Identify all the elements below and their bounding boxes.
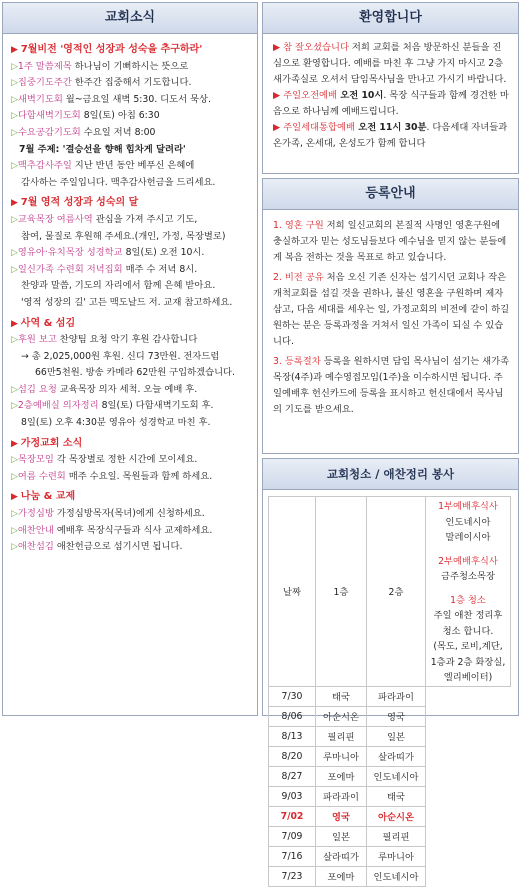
news-item bbox=[11, 245, 251, 262]
news-item-text: 애찬헌금으로 섬기시면 됩니다. bbox=[53, 541, 183, 553]
note-1-line: 말레이시아 bbox=[445, 532, 491, 543]
news-item-text: 각 목장별로 정한 시간에 모이세요. bbox=[53, 454, 198, 466]
triangle-icon: ▶ bbox=[11, 438, 21, 449]
note-3-line: (목도, 로비,계단, bbox=[433, 641, 503, 652]
news-item-text: 교육목장 의자 세척. 오늘 예배 후. bbox=[56, 383, 198, 395]
news-item-text: → 총 2,025,000원 후원. 신디 73만원. 전자드럼 bbox=[21, 350, 220, 362]
floor-2-cell: 필리핀 bbox=[367, 826, 426, 846]
welcome-paragraph-1 bbox=[273, 40, 510, 88]
section-heading-text: 나눔 & 교제 bbox=[20, 491, 76, 503]
church-news-title: 교회소식 bbox=[3, 3, 257, 34]
section-heading bbox=[11, 316, 251, 333]
registration-paragraph-2 bbox=[273, 270, 510, 350]
news-item bbox=[11, 125, 251, 142]
note-3-line: 주일 애찬 정리후 bbox=[433, 610, 503, 621]
date-cell: 7/16 bbox=[269, 846, 316, 866]
registration-lead-1: 1. 영혼 구원 bbox=[273, 220, 324, 231]
news-item-text: 8일(토) 다함새벽기도회 후. bbox=[98, 400, 214, 412]
section-heading-text: 사역 & 섬김 bbox=[20, 317, 76, 329]
triangle-icon: ▶ bbox=[11, 318, 21, 329]
welcome-text-1: 저희 교회를 처음 방문하신 분들을 진심으로 환영합니다. 예배를 마친 후 그냥 가지 마시고 2층 새가족실로 오셔서 담임목사님을 만나고 가시기 바랍니다. bbox=[273, 42, 507, 85]
date-cell: 8/06 bbox=[269, 706, 316, 726]
welcome-time-3: 오전 11시 30분 bbox=[354, 122, 427, 133]
date-cell: 7/30 bbox=[269, 686, 316, 706]
floor-1-cell: 파라과이 bbox=[316, 786, 367, 806]
theme-line bbox=[11, 142, 251, 159]
section-heading bbox=[11, 489, 251, 506]
table-row bbox=[269, 726, 511, 746]
welcome-text-2: . 목장 식구들과 함께 경건한 마음으로 하나님께 예배드립니다. bbox=[273, 90, 509, 117]
table-row bbox=[269, 826, 511, 846]
registration-paragraph-3 bbox=[273, 354, 510, 418]
news-item-text: 월~금요일 새벽 5:30. 디도서 묵상. bbox=[62, 93, 211, 105]
news-item-label: 새벽기도회 bbox=[17, 93, 63, 105]
registration-lead-3: 3. 등록절차 bbox=[273, 356, 321, 367]
news-item bbox=[11, 382, 251, 399]
news-item-label: 후원 보고 bbox=[17, 334, 57, 346]
church-news-panel bbox=[2, 2, 258, 716]
welcome-panel bbox=[262, 2, 519, 174]
triangle-outline-icon: ▷ bbox=[11, 78, 18, 89]
floor-1-cell: 루마니아 bbox=[316, 746, 367, 766]
date-cell: 8/13 bbox=[269, 726, 316, 746]
triangle-outline-icon: ▷ bbox=[11, 161, 18, 172]
table-row bbox=[269, 746, 511, 766]
news-item-text: 한주간 집중해서 기도합니다. bbox=[71, 77, 192, 89]
news-item-text: 참여, 물질로 후원해 주세요.(개인, 가정, 목장별로) bbox=[21, 230, 226, 242]
floor-2-cell: 일본 bbox=[367, 726, 426, 746]
date-cell: 7/02 bbox=[269, 806, 316, 826]
triangle-outline-icon: ▷ bbox=[11, 471, 18, 482]
floor-1-cell: 일본 bbox=[316, 826, 367, 846]
news-item bbox=[11, 469, 251, 486]
cleaning-rows bbox=[269, 686, 511, 886]
welcome-title: 환영합니다 bbox=[263, 3, 518, 34]
header-floor-1: 1층 bbox=[316, 497, 367, 687]
news-item bbox=[11, 452, 251, 469]
date-cell: 9/03 bbox=[269, 786, 316, 806]
registration-title: 등록안내 bbox=[263, 179, 518, 210]
section-heading bbox=[11, 195, 251, 212]
note-3-line: 청소 합니다. bbox=[442, 625, 494, 637]
news-item bbox=[11, 212, 251, 229]
news-item-label: 2층예배실 의자정리 bbox=[17, 400, 99, 412]
news-item-text: 찬양과 말씀, 기도의 자리에서 함께 은혜 받아요. bbox=[21, 280, 216, 292]
floor-2-cell: 아순시온 bbox=[367, 806, 426, 826]
news-item-text: 8일(토) 아침 6:30 bbox=[80, 110, 160, 122]
triangle-outline-icon: ▷ bbox=[11, 525, 18, 536]
news-item-continued bbox=[11, 415, 251, 432]
news-item-continued bbox=[11, 229, 251, 246]
floor-2-cell: 루마니아 bbox=[367, 846, 426, 866]
news-item bbox=[11, 523, 251, 540]
floor-2-cell: 인도네시아 bbox=[367, 866, 426, 886]
welcome-lead-1: 참 잘오셨습니다 bbox=[283, 42, 349, 53]
news-item-text: '영적 성장의 길' 고든 맥도날드 저. 교재 참고하세요. bbox=[21, 296, 233, 308]
triangle-outline-icon: ▷ bbox=[11, 509, 18, 520]
news-item-detail bbox=[11, 349, 251, 366]
news-item-text: 66만5천원. 방송 카메라 62만원 구입하겠습니다. bbox=[35, 367, 235, 379]
news-item-text: 매주 수요일. 목원들과 함께 하세요. bbox=[65, 470, 213, 482]
news-item-label: 일신가족 수련회 저녁집회 bbox=[17, 263, 123, 275]
table-row bbox=[269, 706, 511, 726]
news-item bbox=[11, 262, 251, 279]
floor-1-cell: 영국 bbox=[316, 806, 367, 826]
registration-body bbox=[263, 210, 518, 418]
triangle-outline-icon: ▷ bbox=[11, 401, 18, 412]
welcome-paragraph-3 bbox=[273, 120, 510, 152]
news-item bbox=[11, 398, 251, 415]
welcome-time-2: 오전 10시 bbox=[337, 90, 384, 101]
news-item bbox=[11, 539, 251, 556]
registration-panel bbox=[262, 178, 519, 454]
news-item-label: 교육목장 여름사역 bbox=[17, 213, 93, 225]
header-date: 날짜 bbox=[269, 497, 316, 687]
triangle-icon: ▶ bbox=[11, 198, 21, 209]
news-item-text: 매주 수 저녁 8시. bbox=[122, 263, 198, 275]
date-cell: 7/09 bbox=[269, 826, 316, 846]
welcome-lead-2: 주일오전예배 bbox=[283, 90, 338, 101]
triangle-outline-icon: ▷ bbox=[11, 542, 18, 553]
church-news-list bbox=[3, 34, 257, 556]
floor-1-cell: 아순시온 bbox=[316, 706, 367, 726]
registration-text-1: 저희 일신교회의 본질적 사명인 영혼구원에 충실하고자 믿는 성도님들보다 예수님을 믿지 않는 분들에게 복음 전하는 것을 목표로 하고 있습니다. bbox=[273, 220, 507, 263]
triangle-outline-icon: ▷ bbox=[11, 455, 18, 466]
cleaning-panel bbox=[262, 458, 519, 883]
news-item bbox=[11, 92, 251, 109]
floor-1-cell: 포에마 bbox=[316, 766, 367, 786]
triangle-icon: ▶ bbox=[273, 42, 281, 53]
note-2-line: 금주청소목장 bbox=[441, 571, 495, 582]
triangle-icon: ▶ bbox=[11, 45, 21, 55]
news-item-label: 맥추감사주일 bbox=[17, 160, 72, 172]
news-item-label: 영유아·유치목장 성경학교 bbox=[17, 247, 123, 259]
registration-text-3: 등록을 원하시면 담임 목사님이 섬기는 새가족목장(4주)과 예수영접모임(1주)을 이수하시면 됩니다. 주일예배후 헌신카드에 등록을 표시하고 헌신대에서 목사님의 기도를 받으세요. bbox=[273, 356, 510, 415]
welcome-lead-3: 주일세대통합예배 bbox=[283, 122, 355, 133]
news-item-label: 다함새벽기도회 bbox=[17, 110, 81, 122]
triangle-icon: ▶ bbox=[273, 122, 281, 133]
floor-1-cell: 포에마 bbox=[316, 866, 367, 886]
triangle-outline-icon: ▷ bbox=[11, 384, 18, 395]
news-item bbox=[11, 158, 251, 175]
section-heading-text: 7월비전 '영적인 성장과 성숙을 추구하라' bbox=[20, 44, 203, 55]
registration-paragraph-1 bbox=[273, 218, 510, 266]
note-3-line: 1층과 2층 화장실, bbox=[430, 656, 506, 668]
triangle-outline-icon: ▷ bbox=[11, 248, 18, 259]
registration-lead-2: 2. 비전 공유 bbox=[273, 272, 324, 283]
floor-2-cell: 영국 bbox=[367, 706, 426, 726]
section-heading-text: 가정교회 소식 bbox=[20, 437, 83, 449]
news-item-text: 수요일 저녁 8:00 bbox=[80, 126, 156, 138]
note-2-title: 2부예배후식사 bbox=[438, 555, 498, 567]
section-heading bbox=[11, 42, 251, 59]
cleaning-table bbox=[268, 496, 511, 887]
news-item-label: 가정심방 bbox=[17, 508, 54, 520]
note-3-line: 엘리베이터) bbox=[443, 672, 493, 683]
triangle-outline-icon: ▷ bbox=[11, 94, 18, 105]
table-row bbox=[269, 766, 511, 786]
welcome-body bbox=[263, 34, 518, 152]
welcome-text-3: . 다음세대 자녀들과 온가족, 온세대, 온성도가 함께 합니다 bbox=[273, 122, 508, 149]
news-item-text: 하나님이 기뻐하시는 뜻으로 bbox=[71, 60, 189, 72]
table-row bbox=[269, 686, 511, 706]
note-1-line: 인도네시아 bbox=[445, 516, 491, 528]
note-3-title: 1층 청소 bbox=[450, 594, 486, 606]
note-1-title: 1부예배후식사 bbox=[438, 501, 498, 512]
floor-1-cell: 태국 bbox=[316, 686, 367, 706]
triangle-outline-icon: ▷ bbox=[11, 111, 18, 122]
news-item-label: 여름 수련회 bbox=[17, 470, 66, 482]
registration-text-2: 처음 오신 기존 신자는 섬기시던 교회나 작은 개척교회를 섬길 것을 권하나, 불신 영혼을 구원하며 제자 삼고, 다음 세대를 세우는 일, 가정교회의 비전에 같이 하길 원하는 분은 등록과정을 거쳐서 일신 가족이 되실 수 있습니다. bbox=[273, 272, 510, 347]
news-item-label: 1주 말씀제목 bbox=[17, 60, 72, 72]
news-item bbox=[11, 108, 251, 125]
triangle-outline-icon: ▷ bbox=[11, 127, 18, 138]
triangle-outline-icon: ▷ bbox=[11, 214, 18, 225]
news-item-label: 애찬안내 bbox=[17, 524, 54, 536]
triangle-icon: ▶ bbox=[273, 90, 281, 101]
news-item-label: 애찬섬김 bbox=[17, 541, 54, 553]
cleaning-title: 교회청소 / 애찬정리 봉사 bbox=[263, 459, 518, 490]
table-row bbox=[269, 806, 511, 826]
date-cell: 8/27 bbox=[269, 766, 316, 786]
floor-2-cell: 살라띠가 bbox=[367, 746, 426, 766]
news-item-text: 가정심방목자(목녀)에게 신청하세요. bbox=[53, 508, 205, 520]
table-row bbox=[269, 866, 511, 886]
news-item bbox=[11, 506, 251, 523]
news-item-text: 찬양팀 요청 악기 후원 감사합니다 bbox=[56, 334, 198, 346]
news-item-text: 8일(토) 오후 4:30분 영유아 성경학교 마친 후. bbox=[21, 417, 211, 429]
date-cell: 8/20 bbox=[269, 746, 316, 766]
news-item-continued bbox=[11, 278, 251, 295]
triangle-outline-icon: ▷ bbox=[11, 61, 18, 72]
triangle-outline-icon: ▷ bbox=[11, 335, 18, 346]
section-heading bbox=[11, 436, 251, 453]
date-cell: 7/23 bbox=[269, 866, 316, 886]
news-item bbox=[11, 332, 251, 349]
welcome-paragraph-2 bbox=[273, 88, 510, 120]
theme-text: 7월 주제: '결승선을 향해 힘차게 달려라' bbox=[19, 143, 186, 155]
news-item-continued bbox=[11, 295, 251, 312]
triangle-icon: ▶ bbox=[11, 492, 21, 503]
news-item-label: 수요공감기도회 bbox=[17, 126, 81, 138]
news-item-detail bbox=[11, 365, 251, 382]
floor-1-cell: 필리핀 bbox=[316, 726, 367, 746]
news-item-text: 감사하는 주일입니다. 맥추감사헌금을 드리세요. bbox=[21, 176, 216, 188]
news-item-text: 관심을 가져 주시고 기도, bbox=[92, 213, 198, 225]
table-row bbox=[269, 846, 511, 866]
table-row bbox=[269, 786, 511, 806]
news-item-label: 섬김 요청 bbox=[17, 383, 57, 395]
news-item-text: 8일(토) 오전 10시. bbox=[122, 247, 205, 259]
news-item-text: 예배후 목장식구들과 식사 교제하세요. bbox=[53, 524, 213, 536]
news-item bbox=[11, 59, 251, 76]
floor-2-cell: 인도네시아 bbox=[367, 766, 426, 786]
cleaning-notes bbox=[426, 497, 511, 687]
news-item-label: 집중기도주간 bbox=[17, 77, 72, 89]
section-heading-text: 7월 영적 성장과 성숙의 달 bbox=[20, 197, 139, 209]
right-column bbox=[262, 2, 519, 883]
floor-2-cell: 파라과이 bbox=[367, 686, 426, 706]
floor-1-cell: 살라띠가 bbox=[316, 846, 367, 866]
news-item bbox=[11, 75, 251, 92]
triangle-outline-icon: ▷ bbox=[11, 264, 18, 275]
news-item-label: 목장모임 bbox=[17, 454, 54, 466]
cleaning-header-row bbox=[269, 497, 511, 687]
header-floor-2: 2층 bbox=[367, 497, 426, 687]
floor-2-cell: 태국 bbox=[367, 786, 426, 806]
news-item-text: 지난 반년 동안 베푸신 은혜에 bbox=[71, 160, 195, 172]
news-item-continued bbox=[11, 175, 251, 192]
